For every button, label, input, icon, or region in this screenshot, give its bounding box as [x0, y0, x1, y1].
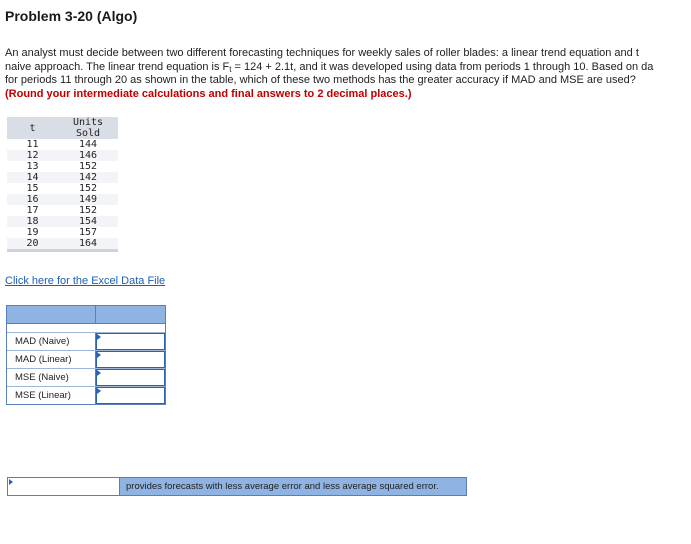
period-cell: 15 [26, 183, 39, 194]
header-units-sold [58, 117, 118, 139]
units-cell: 154 [58, 216, 118, 227]
mse-naive-cell [96, 369, 165, 386]
period-cell: 14 [7, 172, 58, 183]
table-row [7, 216, 118, 227]
page-title: Problem 3-20 (Algo) [5, 8, 138, 24]
problem-line-3: for periods 11 through 20 as shown in the table, which of these two methods has the greater accuracy if MAD and MSE are used? [5, 74, 636, 86]
input-marker-icon [97, 352, 101, 358]
period-cell: 13 [26, 161, 39, 172]
mse-linear-input[interactable] [96, 387, 165, 404]
period-cell: 18 [7, 216, 58, 227]
input-marker-icon [97, 370, 101, 376]
table-row [7, 139, 118, 150]
problem-statement [5, 47, 691, 101]
units-cell: 164 [58, 238, 118, 251]
table-row [7, 150, 118, 161]
answer-spacer [7, 324, 165, 333]
mse-linear-label: MSE (Linear) [7, 387, 96, 404]
mse-linear-cell [96, 387, 165, 404]
problem-line-1: An analyst must decide between two different forecasting techniques for weekly sales of roller blades: a linear trend equation and t [5, 47, 639, 59]
answer-row-mse-linear [7, 387, 165, 404]
table-row [7, 227, 118, 238]
mad-linear-cell [96, 351, 165, 368]
excel-data-file-link[interactable]: Click here for the Excel Data File [5, 275, 166, 287]
units-cell: 152 [78, 161, 98, 172]
mad-naive-label: MAD (Naive) [7, 333, 96, 350]
table-row [7, 183, 118, 194]
period-cell: 20 [7, 238, 58, 251]
table-row [7, 205, 118, 216]
method-dropdown[interactable] [8, 478, 120, 495]
units-cell: 157 [78, 227, 98, 238]
answer-table-header [7, 306, 165, 324]
units-cell: 144 [78, 139, 98, 150]
table-row [7, 172, 118, 183]
header-t: t [7, 117, 58, 139]
data-table-header [7, 117, 118, 139]
header-units-line2: Sold [75, 128, 101, 139]
answer-header-value-col [96, 306, 165, 323]
table-row [7, 161, 118, 172]
conclusion-text: provides forecasts with less average error and less average squared error. [126, 481, 439, 492]
rounding-instructions: (Round your intermediate calculations and final answers to 2 decimal places.) [5, 87, 412, 100]
answer-header-label-col [7, 306, 96, 323]
units-cell: 149 [58, 194, 118, 205]
period-cell: 11 [26, 139, 39, 150]
period-cell: 17 [26, 205, 39, 216]
table-row [7, 194, 118, 205]
units-cell: 152 [78, 183, 98, 194]
input-marker-icon [97, 388, 101, 394]
mad-naive-input[interactable] [96, 333, 165, 350]
problem-line-2-end: = 124 + 2.1t, and it was developed using data from periods 1 through 10. Based on da [231, 60, 654, 73]
sales-data-table [7, 117, 118, 252]
period-cell: 19 [26, 227, 39, 238]
mad-naive-cell [96, 333, 165, 350]
mad-linear-input[interactable] [96, 351, 165, 368]
answer-row-mad-linear [7, 351, 165, 369]
answer-row-mad-naive [7, 333, 165, 351]
answer-row-mse-naive [7, 369, 165, 387]
units-cell: 152 [78, 205, 98, 216]
units-cell: 142 [58, 172, 118, 183]
header-units-line1: Units [72, 117, 104, 128]
period-cell: 16 [7, 194, 58, 205]
answer-table [6, 305, 166, 405]
units-cell: 146 [58, 150, 118, 161]
subscript-t: t [229, 64, 232, 74]
conclusion-row [7, 477, 467, 496]
period-cell: 12 [7, 150, 58, 161]
problem-line-2 [5, 61, 691, 75]
input-marker-icon [97, 334, 101, 340]
mse-naive-label: MSE (Naive) [7, 369, 96, 386]
mad-linear-label: MAD (Linear) [7, 351, 96, 368]
problem-line-2-start: naive approach. The linear trend equation is F [5, 60, 230, 73]
mse-naive-input[interactable] [96, 369, 165, 386]
table-row [7, 238, 118, 251]
